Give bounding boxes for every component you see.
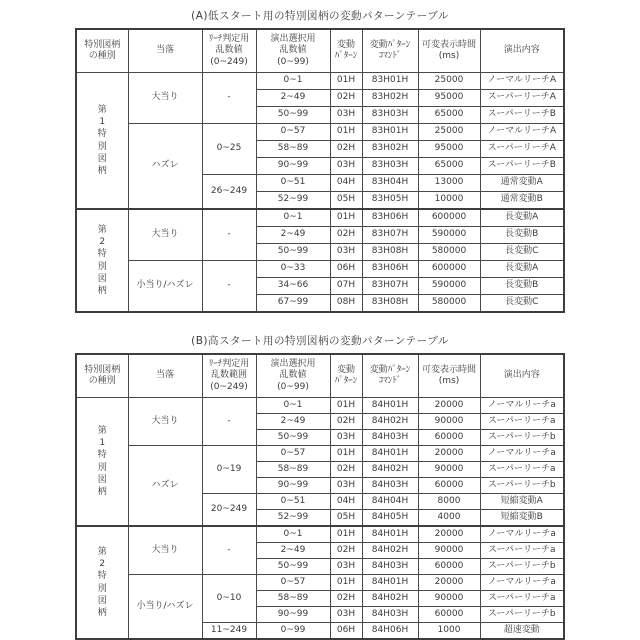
- table-cell: 小当り/ハズレ: [128, 261, 202, 313]
- table-cell: 84H05H: [362, 510, 418, 527]
- table-cell: 590000: [418, 278, 480, 295]
- variation-pattern-table-b-block: [0, 333, 640, 640]
- header-row: [76, 354, 564, 398]
- table-cell: 83H08H: [362, 295, 418, 313]
- table-cell: 20000: [418, 446, 480, 462]
- column-header: 演出内容: [480, 354, 564, 398]
- table-cell: スーパーリーチB: [480, 158, 564, 175]
- table-cell: 超速変動: [480, 623, 564, 640]
- table-cell: 580000: [418, 244, 480, 261]
- table-cell: 58~89: [256, 591, 330, 607]
- table-cell: 83H01H: [362, 124, 418, 141]
- table-cell: ノーマルリーチa: [480, 446, 564, 462]
- table-cell: 03H: [330, 478, 362, 494]
- table-cell: 11~249: [202, 623, 256, 640]
- column-header: 当落: [128, 29, 202, 73]
- table-cell: 0~57: [256, 575, 330, 591]
- header-row: [76, 29, 564, 73]
- column-header: 変動 ﾊﾟﾀｰﾝ: [330, 354, 362, 398]
- table-cell: ハズレ: [128, 446, 202, 527]
- table-cell: 02H: [330, 591, 362, 607]
- table-cell: 0~51: [256, 175, 330, 192]
- table-row: [76, 446, 564, 462]
- table-cell: スーパーリーチa: [480, 462, 564, 478]
- table-cell: 90~99: [256, 478, 330, 494]
- table-cell: 03H: [330, 559, 362, 575]
- table-cell: 600000: [418, 261, 480, 278]
- table-row: [76, 398, 564, 414]
- table-cell: 25000: [418, 124, 480, 141]
- column-header: ﾘｰﾁ判定用 乱数範囲 (0~249): [202, 354, 256, 398]
- table-cell: 0~51: [256, 494, 330, 510]
- table-cell: 84H02H: [362, 462, 418, 478]
- table-cell: 第 1 特 別 図 柄: [76, 398, 128, 527]
- table-cell: 95000: [418, 90, 480, 107]
- table-b-title: (B)高スタート用の特別図柄の変動パターンテーブル: [191, 335, 449, 347]
- column-header: ﾘｰﾁ判定用 乱数値 (0~249): [202, 29, 256, 73]
- table-cell: 50~99: [256, 107, 330, 124]
- table-cell: 第 2 特 別 図 柄: [76, 526, 128, 639]
- table-cell: スーパーリーチb: [480, 478, 564, 494]
- table-cell: 600000: [418, 209, 480, 227]
- table-cell: ノーマルリーチa: [480, 398, 564, 414]
- table-cell: スーパーリーチa: [480, 543, 564, 559]
- table-cell: 83H06H: [362, 261, 418, 278]
- table-cell: 90000: [418, 414, 480, 430]
- table-cell: 大当り: [128, 209, 202, 261]
- table-cell: 84H06H: [362, 623, 418, 640]
- table-row: [76, 124, 564, 141]
- table-cell: 07H: [330, 278, 362, 295]
- column-header: 可変表示時間 (ms): [418, 29, 480, 73]
- table-cell: 67~99: [256, 295, 330, 313]
- table-cell: 01H: [330, 398, 362, 414]
- table-cell: 34~66: [256, 278, 330, 295]
- table-cell: 大当り: [128, 73, 202, 124]
- variation-pattern-table-a-block: [0, 8, 640, 313]
- table-cell: 0~1: [256, 73, 330, 90]
- table-cell: 大当り: [128, 398, 202, 446]
- table-cell: 4000: [418, 510, 480, 527]
- table-b-body: [76, 398, 564, 640]
- column-header: 可変表示時間 (ms): [418, 354, 480, 398]
- table-cell: 短縮変動B: [480, 510, 564, 527]
- table-cell: 02H: [330, 414, 362, 430]
- table-cell: -: [202, 73, 256, 124]
- table-cell: 03H: [330, 607, 362, 623]
- table-cell: 83H04H: [362, 175, 418, 192]
- column-header: 特別図柄 の種別: [76, 29, 128, 73]
- table-cell: 65000: [418, 107, 480, 124]
- table-cell: 0~1: [256, 209, 330, 227]
- table-cell: スーパーリーチa: [480, 591, 564, 607]
- table-cell: 90000: [418, 462, 480, 478]
- table-cell: 52~99: [256, 510, 330, 527]
- table-cell: -: [202, 209, 256, 261]
- table-cell: 590000: [418, 227, 480, 244]
- table-cell: 01H: [330, 73, 362, 90]
- table-row: [76, 575, 564, 591]
- table-a-header: [76, 29, 564, 73]
- table-cell: 60000: [418, 607, 480, 623]
- table-cell: 06H: [330, 261, 362, 278]
- table-cell: 0~25: [202, 124, 256, 175]
- table-cell: 02H: [330, 141, 362, 158]
- table-cell: 長変動A: [480, 261, 564, 278]
- table-cell: 通常変動A: [480, 175, 564, 192]
- table-cell: 84H03H: [362, 559, 418, 575]
- table-cell: 0~10: [202, 575, 256, 623]
- column-header: 特別図柄 の種別: [76, 354, 128, 398]
- variation-pattern-table-a: [75, 28, 565, 313]
- table-cell: 1000: [418, 623, 480, 640]
- table-cell: 0~33: [256, 261, 330, 278]
- table-cell: 90000: [418, 591, 480, 607]
- table-cell: -: [202, 526, 256, 575]
- table-cell: 長変動C: [480, 244, 564, 261]
- table-cell: 01H: [330, 209, 362, 227]
- table-cell: ノーマルリーチa: [480, 575, 564, 591]
- table-cell: 83H06H: [362, 209, 418, 227]
- table-cell: 84H02H: [362, 414, 418, 430]
- table-cell: 0~57: [256, 124, 330, 141]
- table-a-title: (A)低スタート用の特別図柄の変動パターンテーブル: [191, 10, 449, 22]
- table-cell: 05H: [330, 510, 362, 527]
- table-cell: スーパーリーチb: [480, 607, 564, 623]
- table-cell: スーパーリーチb: [480, 430, 564, 446]
- table-row: [76, 261, 564, 278]
- table-cell: 02H: [330, 227, 362, 244]
- column-header: 当落: [128, 354, 202, 398]
- table-cell: ノーマルリーチA: [480, 124, 564, 141]
- table-cell: 84H03H: [362, 607, 418, 623]
- table-cell: 65000: [418, 158, 480, 175]
- table-cell: 84H03H: [362, 430, 418, 446]
- table-cell: 小当り/ハズレ: [128, 575, 202, 640]
- table-cell: 01H: [330, 526, 362, 543]
- table-cell: 長変動B: [480, 227, 564, 244]
- table-cell: ノーマルリーチa: [480, 526, 564, 543]
- table-cell: 20000: [418, 575, 480, 591]
- table-cell: 01H: [330, 446, 362, 462]
- table-cell: スーパーリーチA: [480, 90, 564, 107]
- table-cell: 13000: [418, 175, 480, 192]
- table-cell: 90~99: [256, 607, 330, 623]
- table-cell: 83H07H: [362, 278, 418, 295]
- table-cell: ハズレ: [128, 124, 202, 210]
- table-cell: 03H: [330, 107, 362, 124]
- table-cell: スーパーリーチb: [480, 559, 564, 575]
- table-cell: 50~99: [256, 244, 330, 261]
- table-cell: 60000: [418, 430, 480, 446]
- table-cell: 02H: [330, 543, 362, 559]
- table-cell: 60000: [418, 478, 480, 494]
- table-cell: 04H: [330, 175, 362, 192]
- table-cell: 0~19: [202, 446, 256, 494]
- table-cell: 52~99: [256, 192, 330, 210]
- table-cell: 05H: [330, 192, 362, 210]
- table-cell: 83H02H: [362, 141, 418, 158]
- table-cell: 83H07H: [362, 227, 418, 244]
- table-a-body: [76, 73, 564, 313]
- table-cell: 04H: [330, 494, 362, 510]
- table-cell: 2~49: [256, 227, 330, 244]
- table-cell: 84H01H: [362, 446, 418, 462]
- column-header: 演出選択用 乱数値 (0~99): [256, 29, 330, 73]
- table-cell: 03H: [330, 158, 362, 175]
- table-cell: 50~99: [256, 430, 330, 446]
- table-cell: 大当り: [128, 526, 202, 575]
- table-cell: 83H03H: [362, 158, 418, 175]
- table-cell: 90~99: [256, 158, 330, 175]
- table-cell: 第 2 特 別 図 柄: [76, 209, 128, 312]
- table-cell: スーパーリーチA: [480, 141, 564, 158]
- table-cell: 60000: [418, 559, 480, 575]
- table-cell: 0~99: [256, 623, 330, 640]
- table-cell: 84H01H: [362, 575, 418, 591]
- table-cell: 84H01H: [362, 398, 418, 414]
- table-cell: 95000: [418, 141, 480, 158]
- table-cell: 58~89: [256, 462, 330, 478]
- table-cell: 01H: [330, 575, 362, 591]
- table-cell: 20~249: [202, 494, 256, 527]
- table-cell: 08H: [330, 295, 362, 313]
- table-cell: 長変動B: [480, 278, 564, 295]
- table-cell: 2~49: [256, 543, 330, 559]
- table-cell: 20000: [418, 398, 480, 414]
- column-header: 変動ﾊﾟﾀｰﾝ ｺﾏﾝﾄﾞ: [362, 29, 418, 73]
- table-cell: 83H05H: [362, 192, 418, 210]
- table-cell: 84H02H: [362, 591, 418, 607]
- variation-pattern-table-b: [75, 353, 565, 640]
- column-header: 変動 ﾊﾟﾀｰﾝ: [330, 29, 362, 73]
- table-cell: 0~57: [256, 446, 330, 462]
- table-cell: 84H03H: [362, 478, 418, 494]
- table-cell: 03H: [330, 430, 362, 446]
- table-cell: 83H01H: [362, 73, 418, 90]
- table-cell: 第 1 特 別 図 柄: [76, 73, 128, 210]
- table-cell: 10000: [418, 192, 480, 210]
- table-cell: -: [202, 398, 256, 446]
- table-cell: 0~1: [256, 526, 330, 543]
- table-cell: 83H03H: [362, 107, 418, 124]
- table-cell: 02H: [330, 462, 362, 478]
- table-cell: 2~49: [256, 90, 330, 107]
- table-cell: 58~89: [256, 141, 330, 158]
- table-cell: 26~249: [202, 175, 256, 210]
- table-cell: 580000: [418, 295, 480, 313]
- table-cell: 90000: [418, 543, 480, 559]
- table-row: [76, 209, 564, 227]
- table-cell: 長変動A: [480, 209, 564, 227]
- table-cell: 83H02H: [362, 90, 418, 107]
- table-cell: 50~99: [256, 559, 330, 575]
- table-row: [76, 526, 564, 543]
- table-cell: 25000: [418, 73, 480, 90]
- table-b-header: [76, 354, 564, 398]
- table-cell: 2~49: [256, 414, 330, 430]
- table-cell: 20000: [418, 526, 480, 543]
- table-cell: スーパーリーチa: [480, 414, 564, 430]
- column-header: 演出内容: [480, 29, 564, 73]
- table-cell: 短縮変動A: [480, 494, 564, 510]
- table-cell: 長変動C: [480, 295, 564, 313]
- table-cell: 8000: [418, 494, 480, 510]
- table-cell: ノーマルリーチA: [480, 73, 564, 90]
- column-header: 変動ﾊﾟﾀｰﾝ ｺﾏﾝﾄﾞ: [362, 354, 418, 398]
- table-cell: 0~1: [256, 398, 330, 414]
- table-cell: 84H02H: [362, 543, 418, 559]
- table-cell: 通常変動B: [480, 192, 564, 210]
- table-cell: 84H04H: [362, 494, 418, 510]
- table-cell: 01H: [330, 124, 362, 141]
- table-row: [76, 73, 564, 90]
- table-cell: 06H: [330, 623, 362, 640]
- table-cell: 03H: [330, 244, 362, 261]
- table-cell: 84H01H: [362, 526, 418, 543]
- table-cell: 83H08H: [362, 244, 418, 261]
- table-cell: -: [202, 261, 256, 313]
- table-cell: 02H: [330, 90, 362, 107]
- column-header: 演出選択用 乱数値 (0~99): [256, 354, 330, 398]
- table-cell: スーパーリーチB: [480, 107, 564, 124]
